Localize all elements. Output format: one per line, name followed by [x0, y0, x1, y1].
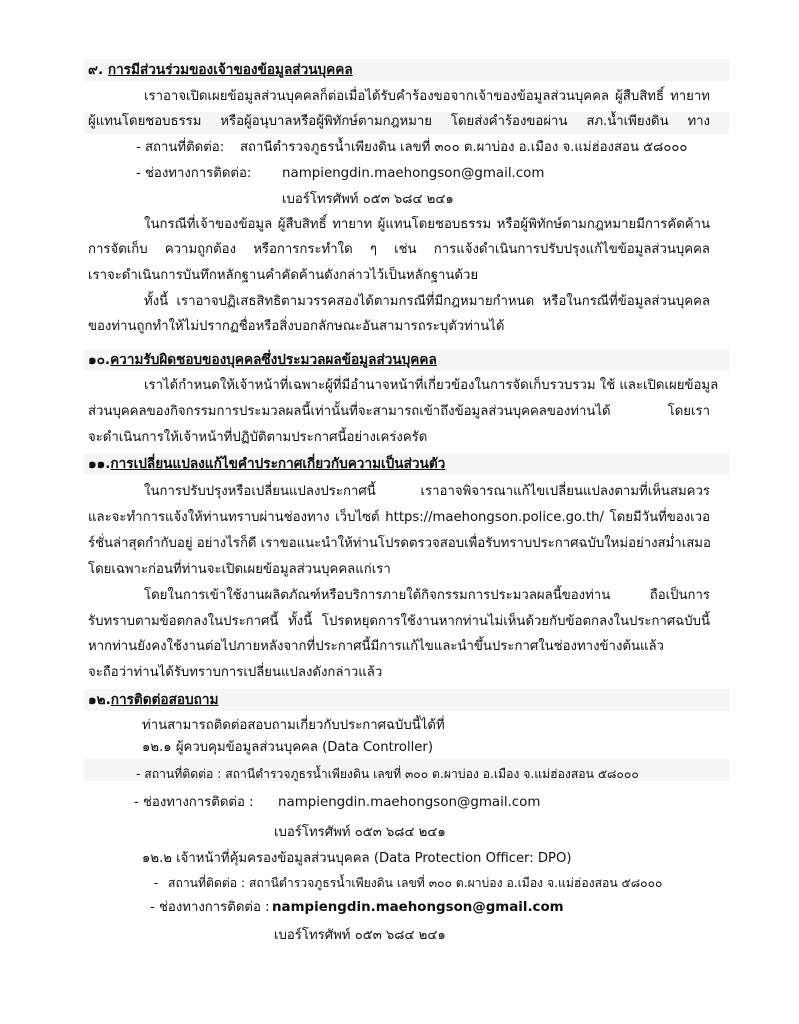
paragraph-line: จะถือว่าท่านได้รับทราบการเปลี่ยนแปลงดังกล่าวแล้ว [88, 665, 383, 680]
section-9-heading [88, 60, 353, 80]
section-title: ความรับผิดชอบของบุคคลซึ่งประมวลผลข้อมูลส่วนบุคคล [110, 352, 437, 368]
paragraph-line: รับทราบตามข้อตกลงในประกาศนี้ ทั้งนี้ โปรดหยุดการใช้งานหากท่านไม่เห็นด้วยกับข้อตกลงในประกาศฉบับนี้ [88, 614, 710, 629]
section-number: ๙. [88, 62, 104, 78]
paragraph-line: ทั้งนี้ เราอาจปฏิเสธสิทธิตามวรรคสองได้ตามกรณีที่มีกฎหมายกำหนด หรือในกรณีที่ข้อมูลส่วนบุคคล [144, 294, 710, 309]
section-10-heading [88, 350, 437, 370]
contact-1-channel-label: - ช่องทางการติดต่อ : [134, 795, 254, 810]
paragraph-line: ผู้แทนโดยชอบธรรม หรือผู้อนุบาลหรือผู้พิทักษ์ตามกฎหมาย โดยส่งคำร้องขอผ่าน สภ.น้ำเพียงดิน ทาง [88, 114, 710, 129]
contact-2-channel-label: - ช่องทางการติดต่อ : [150, 900, 270, 915]
phone-text: เบอร์โทรศัพท์ ๐๕๓ ๖๘๔ ๒๔๑ [282, 192, 454, 207]
section-number: ๑๑. [88, 456, 111, 472]
contact-2-address: สถานที่ติดต่อ : สถานีตำรวจภูธรน้ำเพียงดิน เลขที่ ๓๐๐ ต.ผาบ่อง อ.เมือง จ.แม่ฮ่องสอน ๕๘๐๐๐ [168, 876, 663, 890]
contact-2-email: nampiengdin.maehongson@gmail.com [272, 900, 564, 915]
section-title: การมีส่วนร่วมของเจ้าของข้อมูลส่วนบุคคล [107, 62, 353, 78]
channel-label: - ช่องทางการติดต่อ: [136, 166, 252, 181]
contact-1-address: - สถานที่ติดต่อ : สถานีตำรวจภูธรน้ำเพียงดิน เลขที่ ๓๐๐ ต.ผาบ่อง อ.เมือง จ.แม่ฮ่องสอน ๕๘๐๐๐ [136, 767, 639, 781]
contact-1-email: nampiengdin.maehongson@gmail.com [278, 795, 541, 810]
address-label: - สถานที่ติดต่อ: [136, 140, 225, 155]
paragraph-line: และจะทำการแจ้งให้ท่านทราบผ่านช่องทาง เว็บไซต์ https://maehongson.police.go.th/ โดยมีวันที่ของเวอ [88, 510, 710, 525]
paragraph-line: เราอาจเปิดเผยข้อมูลส่วนบุคคลก็ต่อเมื่อได้รับคำร้องขอจากเจ้าของข้อมูลส่วนบุคคล ผู้สืบสิทธิ์ ทายาท [144, 89, 710, 104]
section-12-heading [88, 690, 219, 710]
paragraph-line: จะดำเนินการให้เจ้าหน้าที่ปฏิบัติตามประกาศนี้อย่างเคร่งครัด [88, 430, 428, 445]
paragraph-line: ในการปรับปรุงหรือเปลี่ยนแปลงประกาศนี้ เราอาจพิจารณาแก้ไขเปลี่ยนแปลงตามที่เห็นสมควร [144, 484, 710, 499]
paragraph-line: เราจะดำเนินการบันทึกหลักฐานคำคัดค้านดังกล่าวไว้เป็นหลักฐานด้วย [88, 268, 479, 283]
paragraph-line: ในกรณีที่เจ้าของข้อมูล ผู้สืบสิทธิ์ ทายาท ผู้แทนโดยชอบธรรม หรือผู้พิทักษ์ตามกฎหมายมีการคัดค้าน [144, 217, 710, 232]
section-number: ๑๒. [88, 692, 111, 708]
address-text: สถานีตำรวจภูธรน้ำเพียงดิน เลขที่ ๓๐๐ ต.ผาบ่อง อ.เมือง จ.แม่ฮ่องสอน ๕๘๐๐๐ [240, 140, 688, 155]
email-text: nampiengdin.maehongson@gmail.com [282, 166, 545, 181]
paragraph-line: โดยในการเข้าใช้งานผลิตภัณฑ์หรือบริการภายใต้กิจกรรมการประมวลผลนี้ของท่าน ถือเป็นการ [144, 588, 710, 603]
section-number: ๑๐. [88, 352, 111, 368]
paragraph-line: หากท่านยังคงใช้งานต่อไปภายหลังจากที่ประกาศนี้มีการแก้ไขและนำขึ้นประกาศในช่องทางข้างต้นแล้ว [88, 639, 664, 654]
contact-2-address-dash: - [154, 876, 159, 890]
contact-1-phone: เบอร์โทรศัพท์ ๐๕๓ ๖๘๔ ๒๔๑ [274, 825, 446, 840]
paragraph-line: ส่วนบุคคลของกิจกรรมการประมวลผลนี้เท่านั้นที่จะสามารถเข้าถึงข้อมูลส่วนบุคคลของท่านได้ โดยเรา [88, 404, 710, 419]
contact-2-title: ๑๒.๒ เจ้าหน้าที่คุ้มครองข้อมูลส่วนบุคคล (Data Protection Officer: DPO) [142, 851, 572, 866]
paragraph-line: โดยเฉพาะก่อนที่ท่านจะเปิดเผยข้อมูลส่วนบุคคลแก่เรา [88, 562, 391, 577]
paragraph-line: ของท่านถูกทำให้ไม่ปรากฏชื่อหรือสิ่งบอกลักษณะอันสามารถระบุตัวท่านได้ [88, 319, 505, 334]
paragraph-line: ร์ชั่นล่าสุดกำกับอยู่ อย่างไรก็ดี เราขอแนะนำให้ท่านโปรดตรวจสอบเพื่อรับทราบประกาศฉบับใหม่อย่างสม่ำเสมอ [88, 536, 711, 551]
contact-1-title: ๑๒.๑ ผู้ควบคุมข้อมูลส่วนบุคคล (Data Controller) [142, 740, 433, 755]
contact-2-phone: เบอร์โทรศัพท์ ๐๕๓ ๖๘๔ ๒๔๑ [274, 928, 446, 943]
section-title: การติดต่อสอบถาม [110, 692, 219, 708]
intro-text: ท่านสามารถติดต่อสอบถามเกี่ยวกับประกาศฉบับนี้ได้ที่ [142, 718, 445, 733]
section-11-heading [88, 454, 445, 474]
paragraph-line: การจัดเก็บ ความถูกต้อง หรือการกระทำใด ๆ เช่น การแจ้งดำเนินการปรับปรุงแก้ไขข้อมูลส่วนบุคคล [88, 242, 710, 257]
section-title: การเปลี่ยนแปลงแก้ไขคำประกาศเกี่ยวกับความเป็นส่วนตัว [110, 456, 446, 472]
paragraph-line: เราได้กำหนดให้เจ้าหน้าที่เฉพาะผู้ที่มีอำนาจหน้าที่เกี่ยวข้องในการจัดเก็บรวบรวม ใช้ และเปิดเผยข้อมูล [144, 378, 719, 393]
